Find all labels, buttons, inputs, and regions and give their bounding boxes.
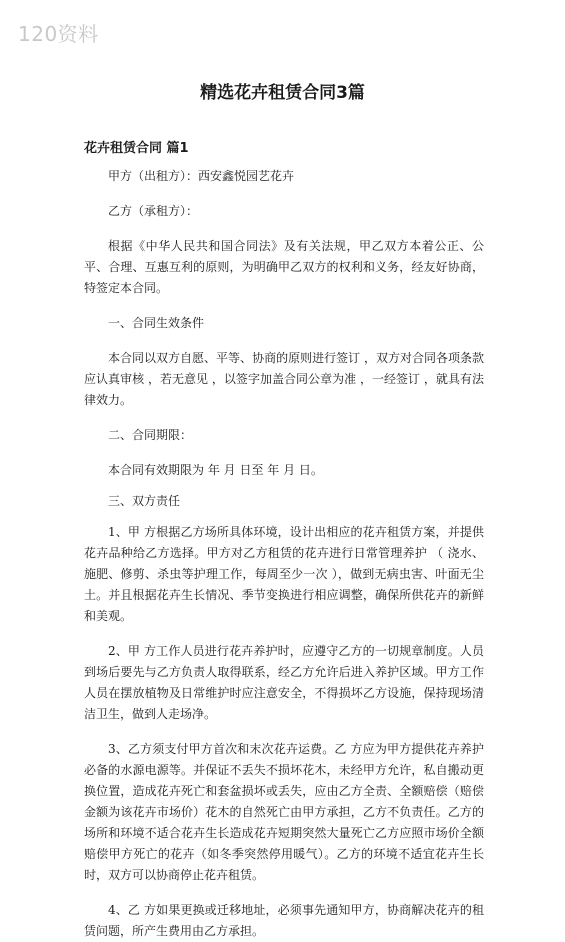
duty-item-2: 2、甲 方工作人员进行花卉养护时，应遵守乙方的一切规章制度。人员到场后要先与乙方负责人取得联系，经乙方允许后进入养护区域。甲方工作人员在摆放植物及日常维护时应注意安全，不得损坏乙方设施，保持现场清洁卫生，做到人走场净。 [84, 644, 484, 721]
contract-body [84, 166, 484, 942]
party-b-line: 乙方（承租方）： [108, 204, 199, 218]
clause-term-text: 本合同有效期限为 年 月 日至 年 月 日。 [108, 463, 323, 477]
clause-effect-text: 本合同以双方自愿、平等、协商的原则进行签订 ，双方对合同各项条款应认真审核 ，若无意见 ，以签字加盖合同公章为准 ，一经签订 ，就具有法律效力。 [84, 351, 484, 407]
section-title: 花卉租赁合同 篇1 [84, 141, 189, 156]
clause-heading-term: 二、合同期限： [108, 428, 193, 442]
clause-heading-effect: 一、合同生效条件 [108, 316, 205, 330]
duty-item-4: 4、乙 方如果更换或迁移地址，必须事先通知甲方，协商解决花卉的租赁问题，所产生费用由乙方承担。 [84, 903, 484, 938]
duty-item-1: 1、甲 方根据乙方场所具体环境，设计出相应的花卉租赁方案，并提供花卉品种给乙方选择。甲方对乙方租赁的花卉进行日常管理养护 （ 浇水、施肥、修剪、杀虫等护理工作，每周至少一次 ），做到无病虫害、叶面无尘土。并且根据花卉生长情况、季节变换进行相应调整，确保所供花卉的新鲜和美观。 [84, 525, 484, 623]
party-a-line: 甲方（出租方）：西安鑫悦园艺花卉 [108, 169, 295, 183]
document-title: 精选花卉租赁合同3篇 [200, 83, 365, 103]
duty-item-3: 3、乙方须支付甲方首次和末次花卉运费。乙 方应为甲方提供花卉养护必备的水源电源等。并保证不丢失不损坏花木，未经甲方允许，私自搬动更换位置，造成花卉死亡和套盆损坏或丢失，应由乙方全责、全额赔偿（赔偿金额为该花卉市场价）花木的自然死亡由甲方承担，乙方不负责任。乙方的场所和环境不适合花卉生长造成花卉短期突然大量死亡乙方应照市场价全额赔偿甲方死亡的花卉（如冬季突然停用暖气）。乙方的环境不适宜花卉生长时，双方可以协商停止花卉租赁。 [84, 742, 484, 882]
clause-heading-duties: 三、双方责任 [108, 494, 181, 508]
preamble-paragraph: 根据《中华人民共和国合同法》及有关法规，甲乙双方本着公正、公平、合理、互惠互利的原则，为明确甲乙双方的权利和义务，经友好协商，特签定本合同。 [84, 239, 484, 295]
watermark: 120资料 [18, 22, 99, 46]
